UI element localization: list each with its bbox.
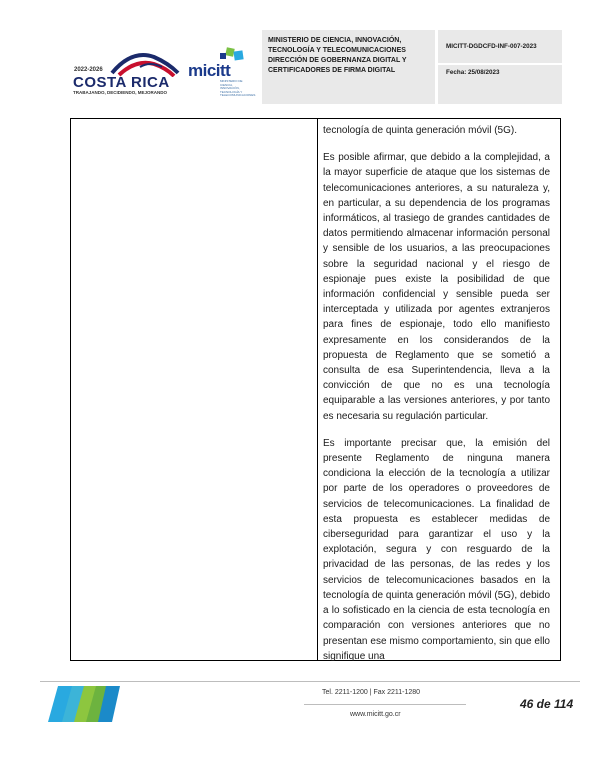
content-table (70, 118, 561, 661)
footer-divider (40, 681, 580, 682)
ministry-block (262, 30, 435, 104)
doc-code: MICITT-DGDCFD-INF-007-2023 (438, 30, 562, 63)
ministry-line: DIRECCIÓN DE GOBERNANZA DIGITAL Y (268, 57, 407, 64)
footer-website-link[interactable]: www.micitt.go.cr (350, 711, 401, 718)
micitt-subtitle: MINISTERIO DE CIENCIA, INNOVACIÓN, TECNOLOGÍA Y TELECOMUNICACIONES (220, 79, 256, 97)
right-cell (323, 123, 550, 676)
logo-years: 2022-2026 (74, 67, 103, 73)
ministry-line: TECNOLOGÍA Y TELECOMUNICACIONES (268, 47, 406, 54)
column-divider (317, 119, 318, 660)
costa-rica-logo (70, 47, 180, 102)
logo-slogan: TRABAJANDO, DECIDIENDO, MEJORANDO (73, 90, 168, 95)
ministry-line: CERTIFICADORES DE FIRMA DIGITAL (268, 67, 396, 74)
micitt-logo (188, 47, 256, 97)
paragraph: tecnología de quinta generación móvil (5G). (323, 125, 518, 136)
paragraph: Es importante precisar que, la emisión del presente Reglamento de ninguna manera condiciona la elección de la tecnología a utilizar por parte de los operadores o proveedores de servicios de telecomunicaciones. La finalidad de esta propuesta es establecer medidas de ciberseguridad para garantizar el uso y la explotación, segura y con resguardo de la privacidad de las personas, de las redes y los servicios de telecomunicaciones basados en la tecnología de quinta generación móvil (5G), debido a lo sofisticado en la ciencia de esta tecnología en comparación con versiones anteriores que no presentan ese mismo comportamiento, sin que ello signifique una (323, 437, 550, 662)
footer-phone: Tel. 2211-1200 | Fax 2211-1280 (322, 689, 421, 696)
header-info-box (262, 30, 562, 104)
doc-meta-block (438, 30, 562, 104)
page-number: 46 de 114 (520, 697, 574, 711)
costa-rica-flag-icon (110, 47, 180, 77)
footer-stripes-logo-icon (48, 686, 120, 722)
doc-date: Fecha: 25/08/2023 (438, 65, 562, 104)
logo-country-name: COSTA RICA (73, 74, 170, 91)
ministry-line: MINISTERIO DE CIENCIA, INNOVACIÓN, (268, 37, 402, 44)
footer-separator (304, 704, 466, 705)
paragraph: Es posible afirmar, que debido a la complejidad, a la mayor superficie de ataque que los sistemas de telecomunicaciones anteriores, a su naturaleza y, en particular, a su dependencia de los programas informáticos, al trasiego de grandes cantidades de datos permitiendo almacenar información personal y sensible de los usuarios, a las preocupaciones sobre la seguridad nacional y el riesgo de espionaje pues existe la posibilidad de que información confidencial y sensible pueda ser interceptada y utilizada por agentes extranjeros para fines de espionaje, todo ello manifiesto expresamente en los considerandos de la propuesta de Reglamento que se sometió a consulta de esa Superintendencia, lleva a la convicción de que no es una tecnología equiparable a las versiones anteriores, y por tanto es necesaria su regulación particular. (323, 152, 550, 422)
micitt-name: micitt (188, 61, 231, 80)
